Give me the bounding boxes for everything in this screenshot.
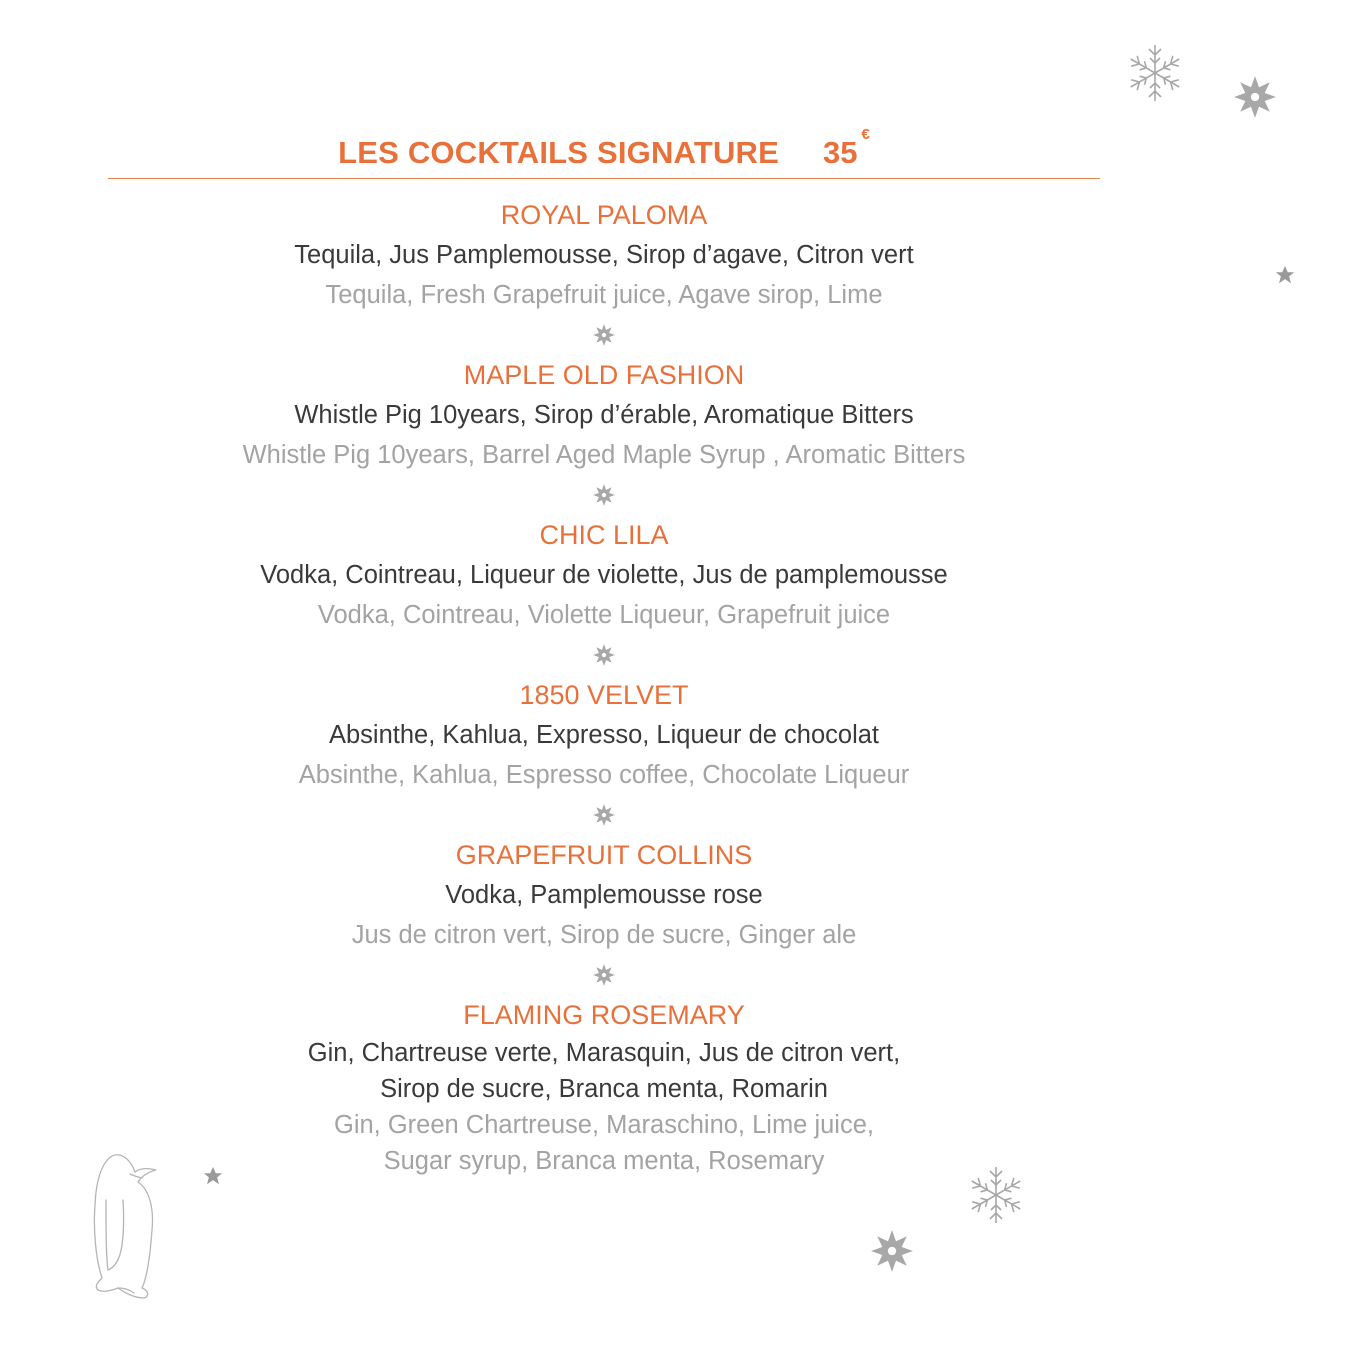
separator <box>104 635 1104 675</box>
separator <box>104 475 1104 515</box>
ingredients-en: Sugar syrup, Branca menta, Rosemary <box>383 1147 825 1175</box>
star-flower-icon <box>592 963 616 987</box>
ingredients-en: Gin, Green Chartreuse, Maraschino, Lime juice, <box>334 1111 874 1139</box>
star-icon <box>1274 264 1296 286</box>
section-price <box>823 126 870 170</box>
cocktail-name: ROYAL PALOMA <box>500 200 708 230</box>
separator <box>104 795 1104 835</box>
ingredients-fr: Whistle Pig 10years, Sirop d’érable, Aromatique Bitters <box>294 401 914 429</box>
ingredients-en: Absinthe, Kahlua, Espresso coffee, Chocolate Liqueur <box>298 761 910 789</box>
section-header <box>108 126 1100 179</box>
star-flower-icon <box>592 323 616 347</box>
price-value: 35 <box>823 135 858 170</box>
cocktail-name: MAPLE OLD FASHION <box>463 360 745 390</box>
separator <box>104 315 1104 355</box>
cocktail-item <box>104 355 1104 515</box>
ingredients-en: Vodka, Cointreau, Violette Liqueur, Grapefruit juice <box>317 601 891 629</box>
ingredients-fr: Vodka, Cointreau, Liqueur de violette, Jus de pamplemousse <box>260 561 948 589</box>
cocktail-item <box>104 515 1104 675</box>
ingredients-fr: Sirop de sucre, Branca menta, Romarin <box>380 1075 828 1103</box>
cocktail-name: CHIC LILA <box>539 520 669 550</box>
cocktail-name: GRAPEFRUIT COLLINS <box>455 840 753 870</box>
snowflake-icon <box>1124 42 1186 104</box>
ingredients-en: Whistle Pig 10years, Barrel Aged Maple Syrup , Aromatic Bitters <box>242 441 966 469</box>
cocktail-item <box>104 195 1104 355</box>
cocktail-item <box>104 835 1104 995</box>
ingredients-en: Jus de citron vert, Sirop de sucre, Ginger ale <box>351 921 857 949</box>
cocktail-list <box>104 195 1104 1179</box>
cocktail-name: 1850 VELVET <box>519 680 689 710</box>
ingredients-en: Tequila, Fresh Grapefruit juice, Agave sirop, Lime <box>325 281 883 309</box>
star-flower-icon <box>1232 74 1278 120</box>
star-flower-icon <box>869 1228 915 1274</box>
separator <box>104 955 1104 995</box>
ingredients-fr: Tequila, Jus Pamplemousse, Sirop d’agave, Citron vert <box>294 241 914 269</box>
star-flower-icon <box>592 483 616 507</box>
cocktail-name: FLAMING ROSEMARY <box>463 1000 745 1030</box>
cocktail-item <box>104 675 1104 835</box>
star-icon <box>202 1165 224 1187</box>
ingredients-fr: Gin, Chartreuse verte, Marasquin, Jus de citron vert, <box>307 1039 901 1067</box>
ingredients-fr: Vodka, Pamplemousse rose <box>445 881 763 909</box>
ingredients-fr: Absinthe, Kahlua, Expresso, Liqueur de chocolat <box>328 721 880 749</box>
price-currency: € <box>861 126 870 143</box>
section-title: LES COCKTAILS SIGNATURE <box>338 135 780 170</box>
star-flower-icon <box>592 643 616 667</box>
snowflake-icon <box>965 1164 1027 1226</box>
penguin-illustration <box>90 1150 170 1302</box>
cocktail-item <box>104 995 1104 1179</box>
star-flower-icon <box>592 803 616 827</box>
